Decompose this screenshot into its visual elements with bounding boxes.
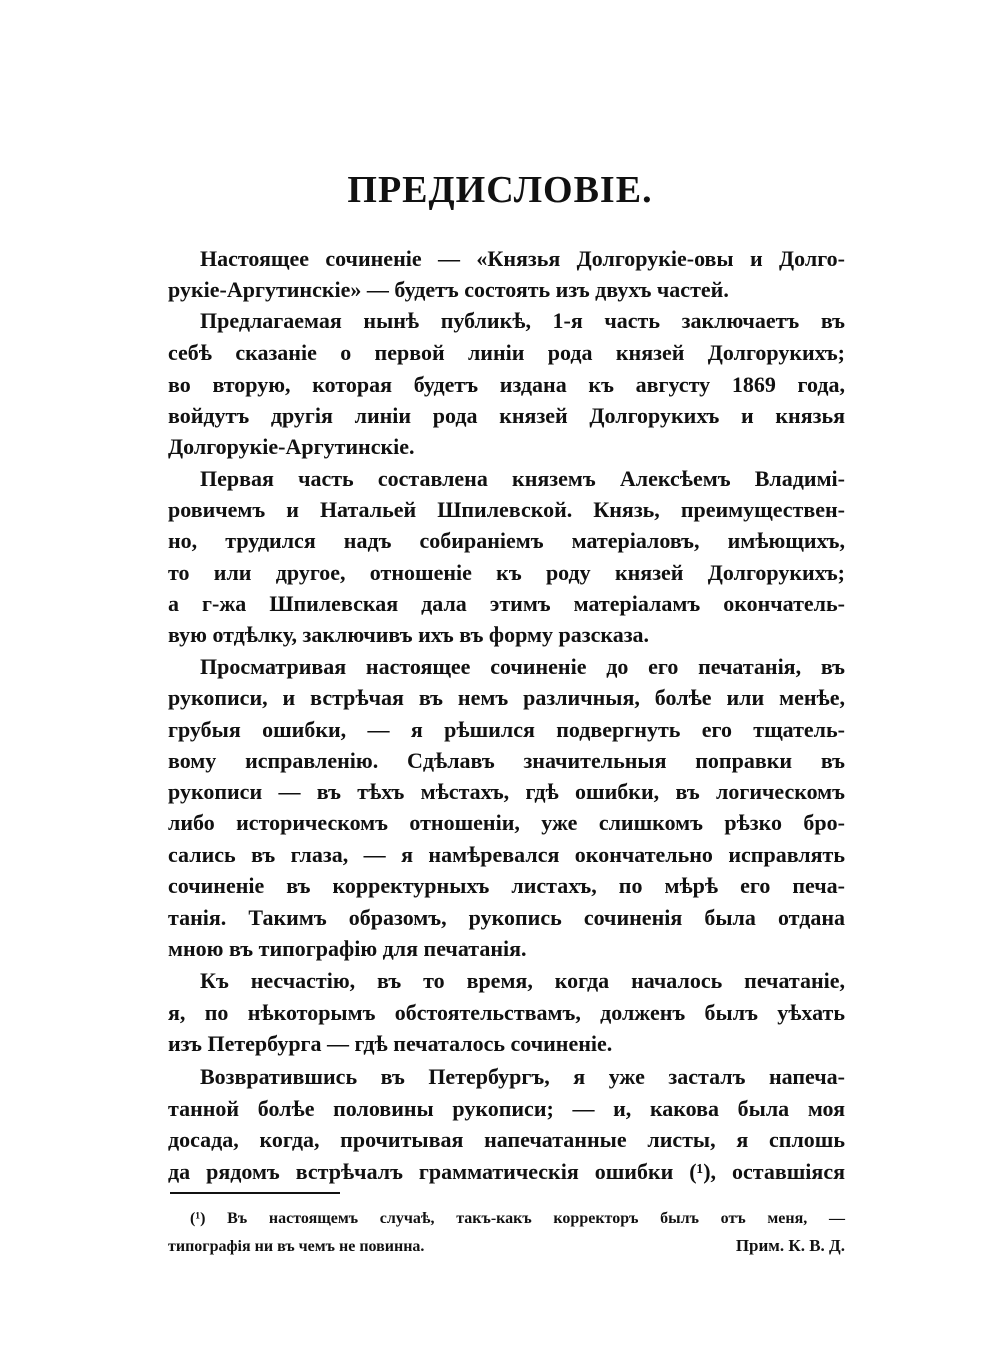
text-line: вому исправленію. Сдѣлавъ значительныя поправки въ [168, 748, 845, 773]
text-line: грубыя ошибки, — я рѣшился подвергнуть его тщатель- [168, 717, 845, 742]
text-line: рукописи — въ тѣхъ мѣстахъ, гдѣ ошибки, въ логическомъ [168, 779, 845, 804]
text-line: во вторую, которая будетъ издана къ августу 1869 года, [168, 372, 845, 397]
text-line: то или другое, отношеніе къ роду князей Долгорукихъ; [168, 560, 845, 585]
text-line: изъ Петербурга — гдѣ печаталось сочиненіе. [168, 1031, 613, 1056]
text-line: досада, когда, прочитывая напечатанные листы, я сплошь [168, 1127, 845, 1152]
text-line: сочиненіе въ корректурныхъ листахъ, по мѣрѣ его печа- [168, 873, 845, 898]
text-line: танія. Такимъ образомъ, рукопись сочиненія была отдана [168, 905, 845, 930]
text-line: вую отдѣлку, заключивъ ихъ въ форму разсказа. [168, 622, 650, 647]
text-line: а г-жа Шпилевская дала этимъ матеріаламъ окончатель- [168, 591, 845, 616]
text-line: войдутъ другія линіи рода князей Долгорукихъ и князья [168, 403, 845, 428]
text-line: себѣ сказаніе о первой линіи рода князей Долгорукихъ; [168, 340, 845, 365]
text-line: ровичемъ и Натальей Шпилевской. Князь, преимуществен- [168, 497, 845, 522]
text-line: Предлагаемая нынѣ публикѣ, 1-я часть заключаетъ въ [200, 308, 845, 333]
footnote-line: типографія ни въ чемъ не повинна. [168, 1238, 425, 1255]
text-line: сались въ глаза, — я намѣревался окончательно исправлять [168, 842, 845, 867]
text-line: рукіе-Аргутинскіе» — будетъ состоять изъ двухъ частей. [168, 277, 729, 302]
text-line: Первая часть составлена княземъ Алексѣемъ Владимі- [200, 466, 845, 491]
text-line: либо историческомъ отношеніи, уже слишкомъ рѣзко бро- [168, 810, 845, 835]
text-line: но, трудился надъ собираніемъ матеріаловъ, имѣющихъ, [168, 528, 845, 553]
text-line: Долгорукіе-Аргутинскіе. [168, 434, 415, 459]
text-line: да рядомъ встрѣчалъ грамматическія ошибки (¹), оставшіяся [168, 1159, 845, 1184]
page-title: ПРЕДИСЛОВІЕ. [347, 169, 653, 211]
text-line: танной болѣе половины рукописи; — и, какова была моя [168, 1096, 845, 1121]
text-line: Возвратившись въ Петербургъ, я уже засталъ напеча- [200, 1064, 845, 1089]
footnote-signature: Прим. К. В. Д. [735, 1236, 845, 1255]
text-line: мною въ типографію для печатанія. [168, 936, 527, 961]
text-line: Настоящее сочиненіе — «Князья Долгорукіе-овы и Долго- [200, 246, 845, 271]
text-line: Къ несчастію, въ то время, когда началось печатаніе, [200, 968, 845, 993]
text-line: я, по нѣкоторымъ обстоятельствамъ, долженъ былъ уѣхать [168, 1000, 845, 1025]
footnote-line: (¹) Въ настоящемъ случаѣ, такъ-какъ корректоръ былъ отъ меня, — [190, 1210, 845, 1227]
text-line: рукописи, и встрѣчая въ немъ различныя, болѣе или менѣе, [168, 685, 845, 710]
text-line: Просматривая настоящее сочиненіе до его печатанія, въ [200, 654, 845, 679]
footnote-divider [170, 1192, 340, 1194]
